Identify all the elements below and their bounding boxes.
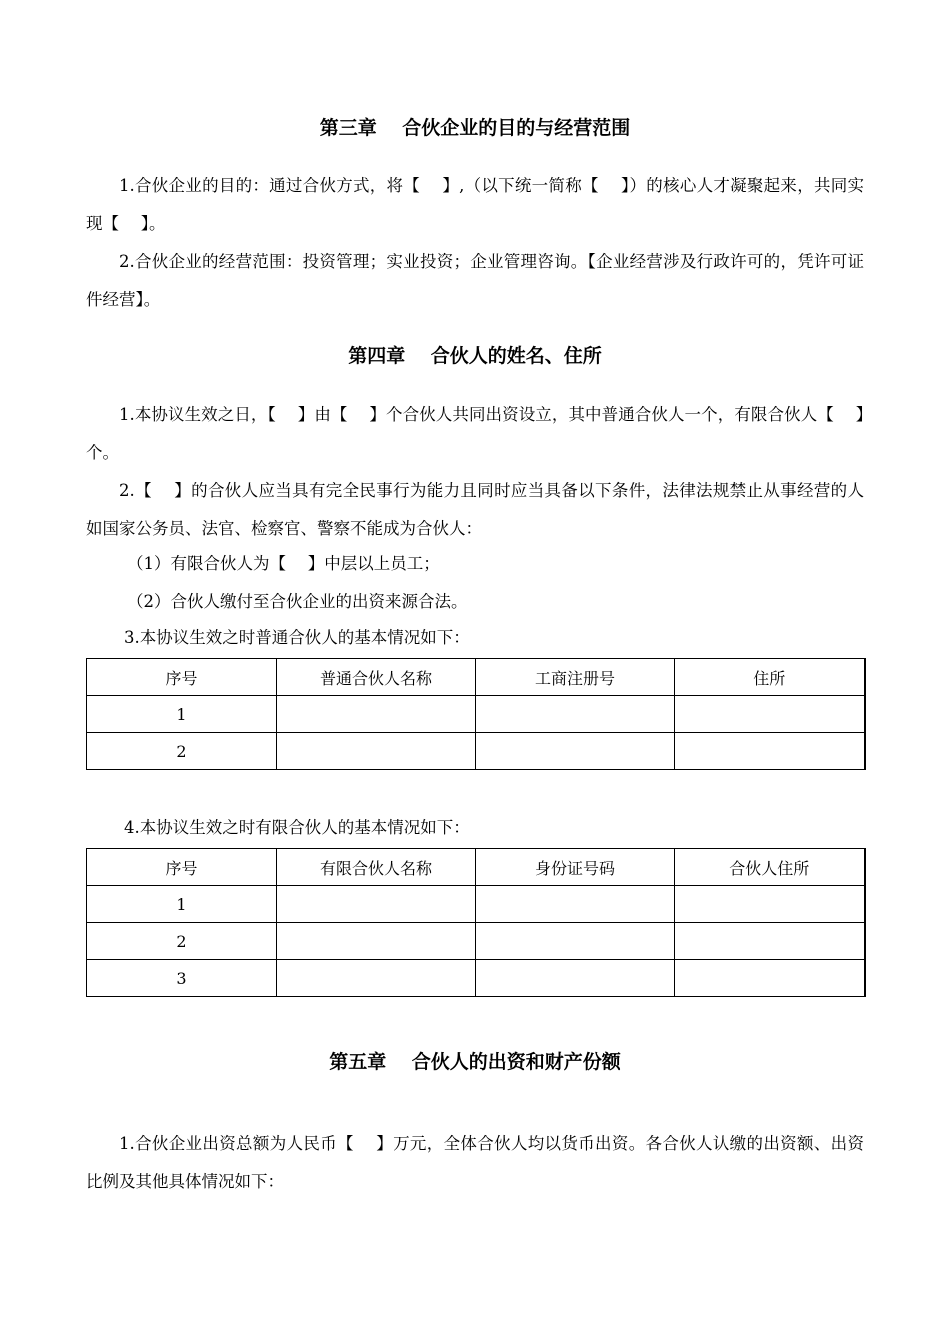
table-cell: [277, 886, 476, 923]
table-cell: 3: [87, 960, 277, 997]
table-header-cell: 住所: [675, 659, 865, 696]
table-cell: [675, 696, 865, 733]
table-cell: [277, 923, 476, 960]
table-row: [87, 733, 865, 770]
table-header-cell: 身份证号码: [476, 849, 675, 886]
table-header-cell: 普通合伙人名称: [277, 659, 476, 696]
table-cell: [675, 886, 865, 923]
chapter-3-paragraph-1: 1.合伙企业的目的：通过合伙方式，将【 】,（以下统一简称【 】）的核心人才凝聚起来，共同实现【 】。: [86, 176, 864, 233]
table-header-cell: 工商注册号: [476, 659, 675, 696]
general-partner-table: [86, 658, 866, 770]
table-cell: 2: [87, 923, 277, 960]
table-row: [87, 886, 865, 923]
table-cell: [277, 960, 476, 997]
table-header-cell: 序号: [87, 659, 277, 696]
table-cell: [476, 696, 675, 733]
chapter-3-paragraph-2: 2.合伙企业的经营范围：投资管理；实业投资；企业管理咨询。【企业经营涉及行政许可的，凭许可证件经营】。: [86, 252, 864, 309]
table-cell: 2: [87, 733, 277, 770]
table-cell: [675, 960, 865, 997]
table-header-cell: 序号: [87, 849, 277, 886]
table-row: [87, 960, 865, 997]
chapter-5-paragraph-1: 1.合伙企业出资总额为人民币【 】万元，全体合伙人均以货币出资。各合伙人认缴的出资额、出资比例及其他具体情况如下：: [86, 1134, 864, 1191]
condition-item-2: （2）合伙人缴付至合伙企业的出资来源合法。: [127, 592, 468, 611]
chapter-4-paragraph-3: 3.本协议生效之时普通合伙人的基本情况如下：: [124, 628, 470, 647]
table-cell: 1: [87, 886, 277, 923]
limited-partner-table: [86, 848, 866, 997]
table-header-cell: 有限合伙人名称: [277, 849, 476, 886]
table-cell: [476, 733, 675, 770]
chapter-4-paragraph-1: 1.本协议生效之日，【 】由【 】个合伙人共同出资设立，其中普通合伙人一个，有限合伙人【 】个。: [86, 405, 864, 462]
chapter-5-title: 第五章 合伙人的出资和财产份额: [329, 1051, 621, 1073]
table-cell: [476, 960, 675, 997]
table-cell: [476, 923, 675, 960]
table-cell: [675, 923, 865, 960]
chapter-4-paragraph-4: 4.本协议生效之时有限合伙人的基本情况如下：: [124, 818, 470, 837]
table-cell: [277, 733, 476, 770]
table-header-row: [87, 659, 865, 696]
table-cell: 1: [87, 696, 277, 733]
chapter-4-paragraph-2: 2.【 】的合伙人应当具有完全民事行为能力且同时应当具备以下条件，法律法规禁止从事经营的人如国家公务员、法官、检察官、警察不能成为合伙人：: [86, 481, 864, 538]
table-cell: [675, 733, 865, 770]
table-row: [87, 696, 865, 733]
table-cell: [476, 886, 675, 923]
table-cell: [277, 696, 476, 733]
table-header-row: [87, 849, 865, 886]
condition-item-1: （1）有限合伙人为【 】中层以上员工；: [127, 554, 440, 573]
chapter-3-title: 第三章 合伙企业的目的与经营范围: [319, 117, 631, 139]
chapter-4-title: 第四章 合伙人的姓名、住所: [348, 345, 602, 367]
table-header-cell: 合伙人住所: [675, 849, 865, 886]
table-row: [87, 923, 865, 960]
